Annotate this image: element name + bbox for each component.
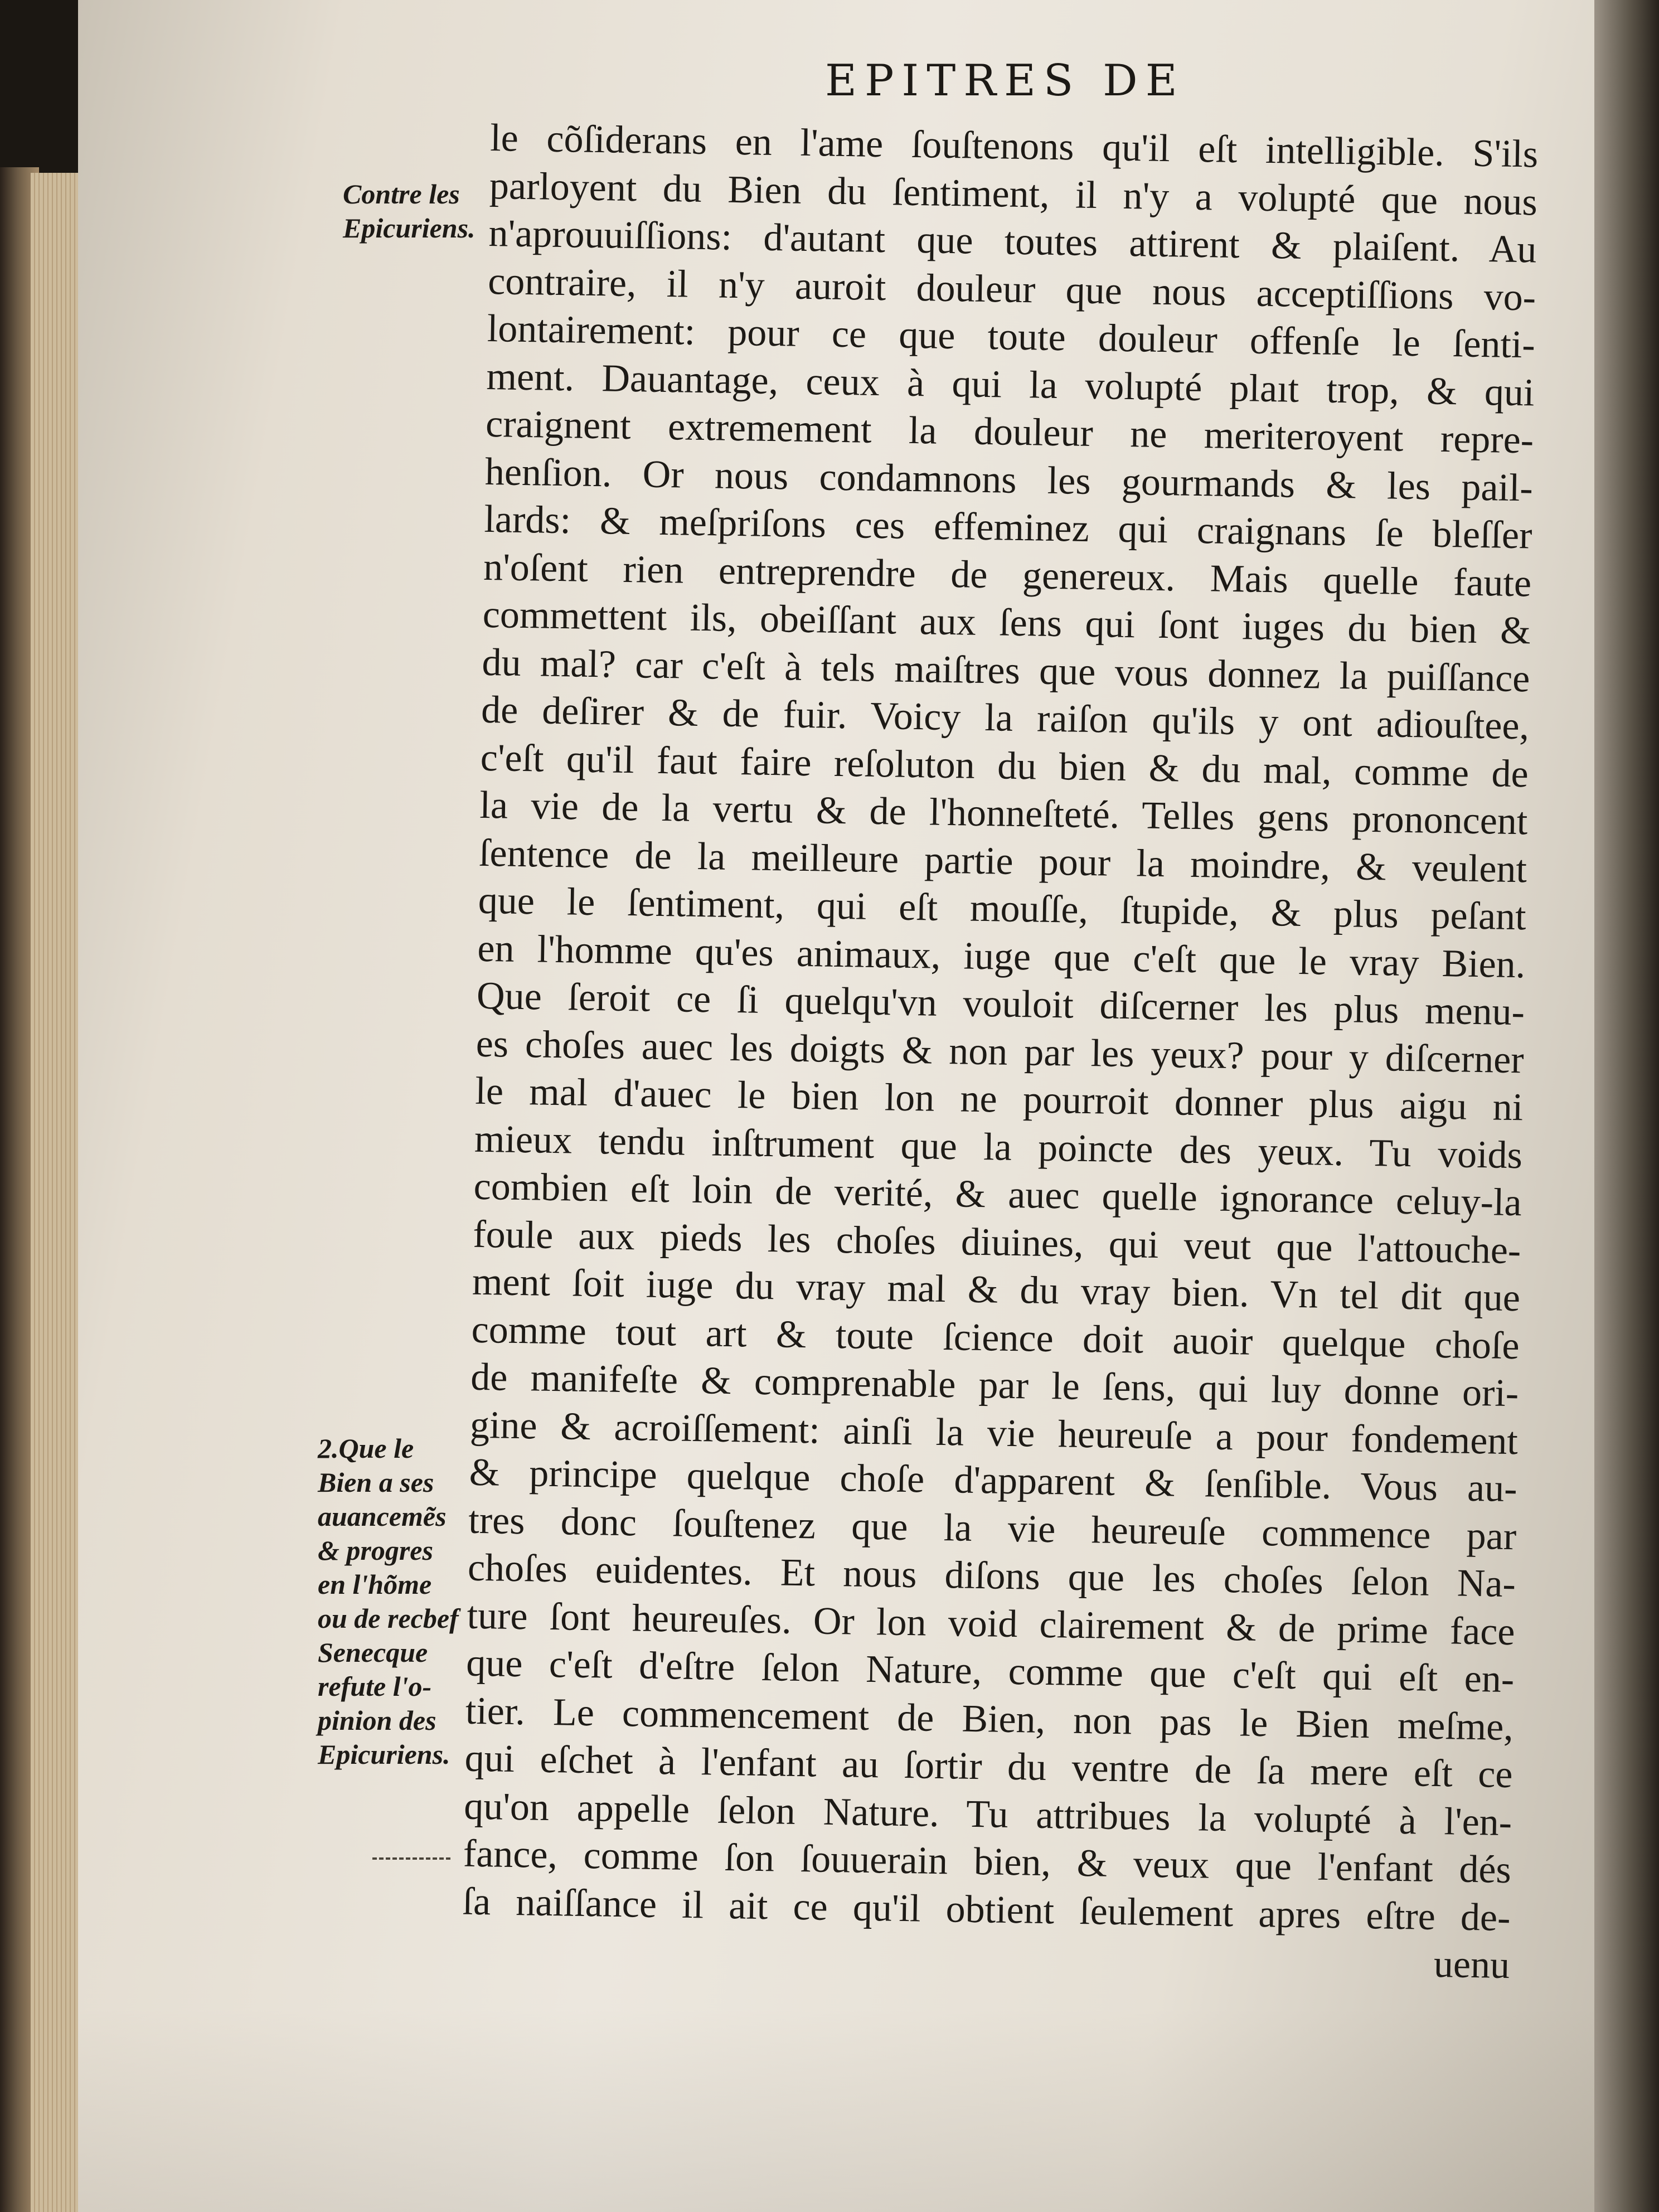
text-line: c'eſt qu'il faut faire reſoluton du bien & du mal, comme de	[480, 736, 1529, 795]
margin-note-line: Epicuriens.	[343, 212, 476, 244]
margin-note-line: Contre les	[343, 178, 460, 210]
text-line: lontairement: pour ce que toute douleur offenſe le ſenti-	[487, 307, 1536, 367]
text-line: comme tout art & toute ſcience doit auoir quelque choſe	[471, 1308, 1520, 1367]
text-line: gine & acroiſſement: ainſi la vie heureuſe a pour fondement	[469, 1403, 1519, 1463]
text-line: qu'on appelle ſelon Nature. Tu attribues la volupté à l'en-	[463, 1784, 1512, 1844]
text-line: es choſes auec les doigts & non par les yeux? pour y diſcerner	[476, 1022, 1525, 1081]
text-line: n'aprouuiſſions: d'autant que toutes attirent & plaiſent. Au	[488, 211, 1537, 271]
text-line: que c'eſt d'eſtre ſelon Nature, comme que c'eſt qui eſt en-	[465, 1641, 1515, 1701]
margin-note-line: 2.Que le	[318, 1433, 414, 1464]
margin-note-bien-progres	[318, 1432, 459, 1772]
body-text	[462, 114, 1539, 1990]
margin-note-line: pinion des	[318, 1705, 436, 1736]
margin-rule-mark	[372, 1857, 450, 1860]
margin-note-line: Senecque	[318, 1637, 428, 1668]
text-line: & principe quelque choſe d'apparent & ſenſible. Vous au-	[469, 1451, 1518, 1511]
text-line: fance, comme ſon ſouuerain bien, & veux que l'enfant dés	[463, 1832, 1512, 1892]
page-block-edges	[31, 173, 84, 2212]
margin-note-line: & progres	[318, 1535, 433, 1566]
text-line: de manifeſte & comprenable par le ſens, qui luy donne ori-	[470, 1355, 1519, 1415]
text-line: Que ſeroit ce ſi quelqu'vn vouloit diſcerner les plus menu-	[476, 974, 1525, 1034]
text-line: ment. Dauantage, ceux à qui la volupté plaıt trop, & qui	[486, 355, 1535, 414]
text-line: henſion. Or nous condamnons les gourmands & les pail-	[484, 450, 1534, 510]
margin-note-contre-epicuriens	[343, 177, 476, 245]
text-line: du mal? car c'eſt à tels maiſtres que vous donnez la puiſſance	[481, 641, 1530, 700]
margin-note-line: en l'hõme	[318, 1569, 432, 1600]
text-line: en l'homme qu'es animaux, iuge que c'eſt que le vray Bien.	[477, 926, 1526, 986]
text-line: mieux tendu inſtrument que la poincte des yeux. Tu voids	[474, 1117, 1523, 1177]
text-line: ture ſont heureuſes. Or lon void clairement & de prime face	[467, 1594, 1516, 1653]
text-line: n'oſent rien entreprendre de genereux. Mais quelle faute	[483, 545, 1532, 605]
margin-note-line: Epicuriens.	[318, 1739, 450, 1770]
text-line: combien eſt loin de verité, & auec quelle ignorance celuy-la	[473, 1165, 1522, 1225]
text-line: qui eſchet à l'enfant au ſortir du ventre de ſa mere eſt ce	[464, 1736, 1514, 1797]
facing-page-edge	[1594, 0, 1659, 2212]
text-line: tres donc ſouſtenez que la vie heureuſe commence par	[468, 1498, 1517, 1558]
text-line: ment ſoit iuge du vray mal & du vray bien. Vn tel dit que	[472, 1260, 1521, 1320]
text-line: de deſirer & de fuir. Voicy la raiſon qu'ils y ont adiouſtee,	[481, 688, 1530, 748]
running-head: EPITRES DE	[825, 56, 1185, 106]
margin-note-line: auancemẽs	[318, 1501, 447, 1532]
text-line: la vie de la vertu & de l'honneſteté. Telles gens prononcent	[479, 783, 1528, 843]
text-line: contraire, il n'y auroit douleur que nous acceptiſſions vo-	[487, 259, 1536, 319]
text-line: ſa naiſſance il ait ce qu'il obtient ſeulement apres eſtre de-	[462, 1880, 1511, 1939]
text-line: ſentence de la meilleure partie pour la moindre, & veulent	[478, 831, 1527, 891]
catchword: uenu	[1433, 1942, 1510, 1987]
text-line: commettent ils, obeiſſant aux ſens qui ſont iuges du bien &	[482, 593, 1531, 653]
margin-note-line: ou de recbef	[318, 1603, 459, 1634]
text-line: parloyent du Bien du ſentiment, il n'y a volupté que nous	[489, 164, 1538, 224]
margin-note-line: Bien a ses	[318, 1467, 434, 1498]
text-line: tier. Le commencement de Bien, non pas le Bien meſme,	[465, 1689, 1514, 1749]
text-line: que le ſentiment, qui eſt mouſſe, ſtupide, & plus peſant	[478, 879, 1527, 939]
margin-note-line: refute l'o-	[318, 1671, 432, 1702]
text-line: foule aux pieds les choſes diuines, qui veut que l'attouche-	[472, 1212, 1521, 1272]
text-line: choſes euidentes. Et nous diſons que les choſes ſelon Na-	[467, 1546, 1516, 1606]
text-line: craignent extremement la douleur ne meriteroyent repre-	[485, 402, 1534, 462]
page-foot-shadow	[78, 2007, 1594, 2212]
text-line: le cõſiderans en l'ame ſouſtenons qu'il eſt intelligible. S'ils	[489, 116, 1539, 176]
text-line: lards: & meſpriſons ces effeminez qui craignans ſe bleſſer	[483, 497, 1532, 557]
text-line: le mal d'auec le bien lon ne pourroit donner plus aigu ni	[474, 1069, 1524, 1129]
